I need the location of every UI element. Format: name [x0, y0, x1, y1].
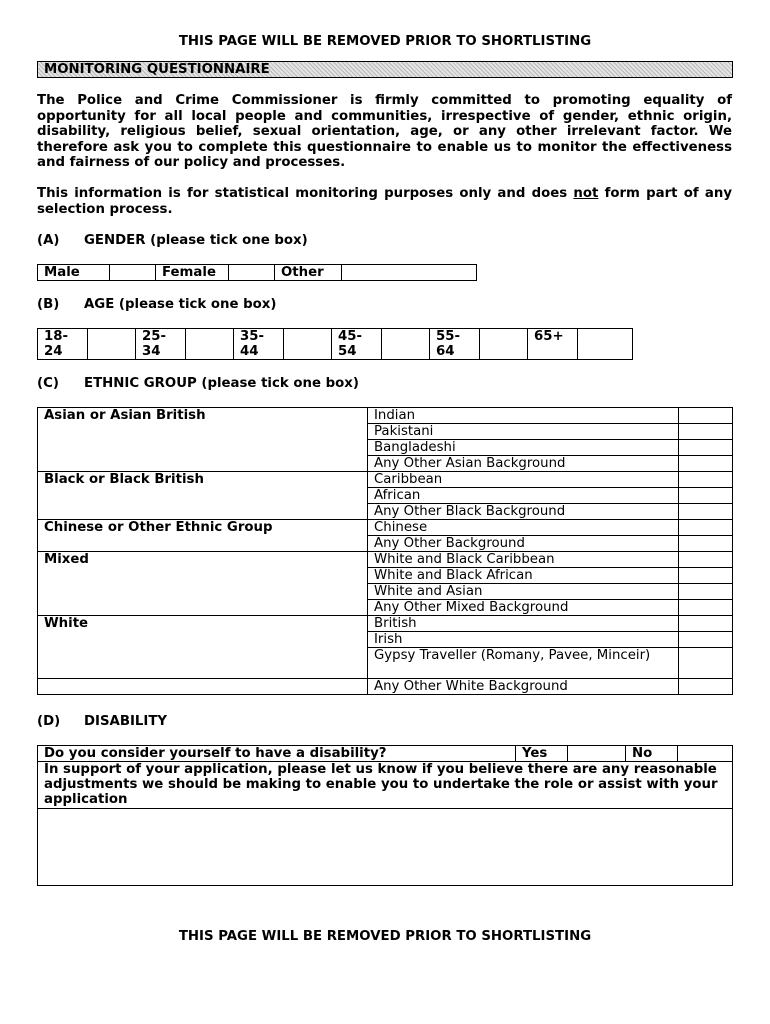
- age-heading: AGE (please tick one box): [84, 297, 277, 312]
- age-table: [37, 328, 633, 360]
- statistical-after: form part of any selection process.: [37, 186, 732, 217]
- age-label-18-24: 18- 24: [38, 329, 88, 360]
- ethnic-option: Chinese: [368, 520, 679, 536]
- gender-label-male: Male: [38, 265, 110, 281]
- ethnic-box[interactable]: [679, 632, 733, 648]
- age-label-35-44: 35- 44: [234, 329, 284, 360]
- gender-label-female: Female: [156, 265, 229, 281]
- gender-table: [37, 264, 477, 281]
- ethnic-option: White and Asian: [368, 584, 679, 600]
- questionnaire-title: MONITORING QUESTIONNAIRE: [37, 61, 733, 78]
- gender-heading: GENDER (please tick one box): [84, 233, 308, 248]
- ethnic-option: Any Other Black Background: [368, 504, 679, 520]
- ethnic-box[interactable]: [679, 679, 733, 695]
- ethnic-box[interactable]: [679, 536, 733, 552]
- age-box-35-44[interactable]: [284, 329, 332, 360]
- ethnic-box[interactable]: [679, 472, 733, 488]
- age-label-25-34: 25- 34: [136, 329, 186, 360]
- ethnic-box[interactable]: [679, 424, 733, 440]
- gender-label-other: Other: [275, 265, 342, 281]
- disability-heading: DISABILITY: [84, 714, 168, 729]
- ethnic-option: White and Black Caribbean: [368, 552, 679, 568]
- gender-box-female[interactable]: [229, 265, 275, 281]
- ethnic-option: Any Other White Background: [368, 679, 679, 695]
- ethnic-box[interactable]: [679, 456, 733, 472]
- age-label-55-64: 55- 64: [430, 329, 480, 360]
- ethnic-box[interactable]: [679, 552, 733, 568]
- ethnic-option: British: [368, 616, 679, 632]
- statistical-emphasis: not: [573, 186, 599, 201]
- gender-box-other[interactable]: [342, 265, 477, 281]
- disability-letter: (D): [37, 714, 61, 729]
- ethnic-box[interactable]: [679, 504, 733, 520]
- ethnic-letter: (C): [37, 376, 59, 391]
- ethnic-group-white-blank: [38, 679, 368, 695]
- ethnic-box[interactable]: [679, 600, 733, 616]
- age-letter: (B): [37, 297, 60, 312]
- ethnic-group-asian: Asian or Asian British: [38, 408, 368, 472]
- ethnic-group-black: Black or Black British: [38, 472, 368, 520]
- ethnic-box[interactable]: [679, 584, 733, 600]
- ethnic-box[interactable]: [679, 440, 733, 456]
- statistical-statement: [37, 186, 732, 217]
- ethnic-option: Gypsy Traveller (Romany, Pavee, Minceir): [368, 648, 679, 679]
- age-box-45-54[interactable]: [382, 329, 430, 360]
- intro-paragraph: The Police and Crime Commissioner is firmly committed to promoting equality of opportunity for all local people and communities, irrespective of gender, ethnic origin, disability, religious belief, sexual orientation, age, or any other irrelevant factor. We therefore ask you to complete this questionnaire to enable us to monitor the effectiveness and fairness of our policy and processes.: [37, 93, 732, 171]
- disability-question: Do you consider yourself to have a disability?: [38, 746, 516, 762]
- ethnic-option: Any Other Asian Background: [368, 456, 679, 472]
- ethnic-group-chinese: Chinese or Other Ethnic Group: [38, 520, 368, 552]
- age-label-45-54: 45- 54: [332, 329, 382, 360]
- gender-box-male[interactable]: [110, 265, 156, 281]
- footer-notice: THIS PAGE WILL BE REMOVED PRIOR TO SHORTLISTING: [178, 929, 592, 944]
- age-label-65-plus: 65+: [528, 329, 578, 360]
- ethnic-option: Bangladeshi: [368, 440, 679, 456]
- ethnic-box[interactable]: [679, 520, 733, 536]
- ethnic-option: African: [368, 488, 679, 504]
- adjustments-answer-box[interactable]: [38, 809, 733, 886]
- ethnic-box[interactable]: [679, 648, 733, 679]
- ethnic-table: [37, 407, 733, 695]
- ethnic-box[interactable]: [679, 408, 733, 424]
- ethnic-option: Pakistani: [368, 424, 679, 440]
- ethnic-option: Caribbean: [368, 472, 679, 488]
- ethnic-group-white: White: [38, 616, 368, 679]
- gender-letter: (A): [37, 233, 60, 248]
- ethnic-option: White and Black African: [368, 568, 679, 584]
- age-box-65-plus[interactable]: [578, 329, 633, 360]
- age-box-25-34[interactable]: [186, 329, 234, 360]
- ethnic-option: Irish: [368, 632, 679, 648]
- disability-table: [37, 745, 733, 886]
- ethnic-box[interactable]: [679, 488, 733, 504]
- adjustments-prompt: In support of your application, please let us know if you believe there are any reasonable adjustments we should be making to enable you to undertake the role or assist with your application: [38, 762, 733, 809]
- ethnic-box[interactable]: [679, 568, 733, 584]
- ethnic-option: Any Other Mixed Background: [368, 600, 679, 616]
- ethnic-heading: ETHNIC GROUP (please tick one box): [84, 376, 359, 391]
- disability-yes-label: Yes: [516, 746, 568, 762]
- disability-no-label: No: [626, 746, 678, 762]
- disability-yes-box[interactable]: [568, 746, 626, 762]
- ethnic-group-mixed: Mixed: [38, 552, 368, 616]
- ethnic-option: Any Other Background: [368, 536, 679, 552]
- header-notice: THIS PAGE WILL BE REMOVED PRIOR TO SHORTLISTING: [178, 34, 592, 49]
- statistical-before: This information is for statistical monitoring purposes only and does: [37, 186, 574, 201]
- age-box-55-64[interactable]: [480, 329, 528, 360]
- ethnic-box[interactable]: [679, 616, 733, 632]
- ethnic-option: Indian: [368, 408, 679, 424]
- disability-no-box[interactable]: [678, 746, 733, 762]
- age-box-18-24[interactable]: [88, 329, 136, 360]
